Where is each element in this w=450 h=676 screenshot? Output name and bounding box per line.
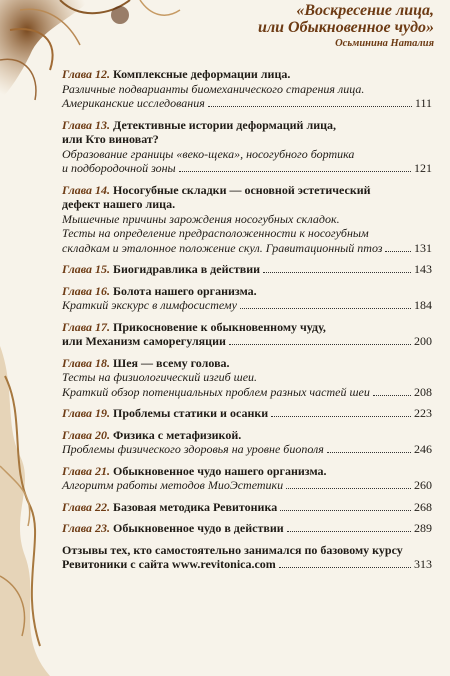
toc-entry xyxy=(62,118,432,176)
chapter-subtitle: Американские исследования xyxy=(62,96,205,110)
chapter-label: Глава 14 xyxy=(62,182,108,197)
page-number: 313 xyxy=(414,557,432,571)
chapter-label: Глава 22 xyxy=(62,499,108,514)
toc-line xyxy=(62,226,432,241)
chapter-subtitle: Алгоритм работы методов МиоЭстетики xyxy=(62,478,284,492)
page-number: 184 xyxy=(414,298,432,312)
chapter-label-dot: . xyxy=(107,182,111,197)
page-number: 131 xyxy=(414,240,432,255)
chapter-title: Отзывы тех, кто самостоятельно занимался по базовому курсу xyxy=(62,542,403,557)
chapter-subtitle: складкам и эталонное положение скул. Гравитационный птоз xyxy=(62,240,383,255)
chapter-title: Ревитоники с сайта www.revitonica.com xyxy=(62,557,276,571)
toc-entry xyxy=(62,262,432,277)
toc-entry xyxy=(62,521,432,536)
dot-leader xyxy=(240,308,411,309)
page-number: 260 xyxy=(414,478,432,492)
toc-entry xyxy=(62,284,432,313)
dot-leader xyxy=(286,488,411,489)
toc-line xyxy=(62,521,432,536)
chapter-subtitle: Тесты на физиологический изгиб шеи. xyxy=(62,370,258,384)
toc-line xyxy=(62,241,432,256)
toc-entry xyxy=(62,356,432,400)
toc-line xyxy=(62,118,432,133)
toc-entry xyxy=(62,428,432,457)
dot-leader xyxy=(271,416,411,417)
chapter-label: Глава 21 xyxy=(62,463,108,478)
chapter-label: Глава 13 xyxy=(62,117,108,132)
table-of-contents xyxy=(62,67,432,579)
toc-line xyxy=(62,385,432,400)
chapter-title: Проблемы статики и осанки xyxy=(113,406,269,420)
dot-leader xyxy=(263,272,411,273)
toc-line xyxy=(62,370,432,385)
toc-line xyxy=(62,67,432,82)
toc-line xyxy=(62,197,432,212)
toc-line xyxy=(62,334,432,349)
chapter-title: дефект нашего лица. xyxy=(62,197,176,211)
chapter-subtitle: Краткий экскурс в лимфосистему xyxy=(62,298,237,312)
dot-leader xyxy=(179,171,411,172)
dot-leader xyxy=(280,510,411,511)
toc-entry xyxy=(62,406,432,421)
page-number: 289 xyxy=(414,521,432,535)
toc-line xyxy=(62,132,432,147)
toc-line xyxy=(62,96,432,111)
chapter-subtitle: Мышечные причины зарождения носогубных складок. xyxy=(62,211,340,226)
chapter-title: Болота нашего организма. xyxy=(113,283,257,298)
page-number: 121 xyxy=(414,161,432,175)
toc-line xyxy=(62,464,432,479)
toc-line xyxy=(62,442,432,457)
chapter-subtitle: Проблемы физического здоровья на уровне биополя xyxy=(62,442,324,456)
chapter-title: Прикосновение к обыкновенному чуду, xyxy=(113,319,326,334)
floral-ornament-bottom xyxy=(0,346,70,676)
page-number: 200 xyxy=(414,334,432,348)
chapter-label-dot: . xyxy=(107,521,111,535)
toc-line xyxy=(62,82,432,97)
page-number: 246 xyxy=(414,442,432,456)
chapter-label-dot: . xyxy=(107,406,111,420)
toc-line xyxy=(62,320,432,335)
chapter-label: Глава 16 xyxy=(62,283,108,298)
toc-entry xyxy=(62,67,432,111)
book-title-line1: «Воскресение лица, xyxy=(296,2,434,19)
toc-line xyxy=(62,557,432,572)
chapter-label-dot: . xyxy=(107,355,111,370)
toc-line xyxy=(62,161,432,176)
chapter-title: или Кто виноват? xyxy=(62,132,159,146)
chapter-label: Глава 17 xyxy=(62,319,108,334)
chapter-title: Физика с метафизикой. xyxy=(113,427,242,442)
page-number: 223 xyxy=(414,406,432,420)
toc-entry xyxy=(62,320,432,349)
page-number: 268 xyxy=(414,499,432,514)
author-name: Осьминина Наталия xyxy=(335,38,434,49)
chapter-title: Детективные истории деформаций лица, xyxy=(113,117,337,132)
dot-leader xyxy=(229,344,411,345)
dot-leader xyxy=(385,251,411,252)
toc-line xyxy=(62,298,432,313)
toc-entry xyxy=(62,183,432,256)
chapter-title: Обыкновенное чудо в действии xyxy=(113,521,284,535)
chapter-label-dot: . xyxy=(107,283,111,298)
toc-line xyxy=(62,262,432,277)
chapter-label-dot: . xyxy=(107,463,111,478)
toc-line xyxy=(62,356,432,371)
chapter-label-dot: . xyxy=(107,427,111,442)
chapter-title: или Механизм саморегуляции xyxy=(62,334,226,348)
toc-line xyxy=(62,478,432,493)
chapter-subtitle: и подбородочной зоны xyxy=(62,161,176,175)
chapter-title: Биогидравлика в действии xyxy=(113,262,261,276)
toc-line xyxy=(62,284,432,299)
chapter-label: Глава 12 xyxy=(62,67,108,81)
book-title-line2: или Обыкновенное чудо» xyxy=(258,19,434,36)
dot-leader xyxy=(373,395,411,396)
toc-entry xyxy=(62,500,432,515)
dot-leader xyxy=(279,567,411,568)
chapter-label-dot: . xyxy=(107,499,111,514)
toc-line xyxy=(62,147,432,162)
chapter-label-dot: . xyxy=(107,67,111,81)
chapter-label: Глава 19 xyxy=(62,406,108,420)
toc-entry xyxy=(62,543,432,572)
chapter-subtitle: Краткий обзор потенциальных проблем разных частей шеи xyxy=(62,384,370,399)
page-number: 208 xyxy=(414,384,432,399)
chapter-subtitle: Тесты на определение предрасположенности к носогубным xyxy=(62,226,369,240)
dot-leader xyxy=(327,452,411,453)
chapter-title: Базовая методика Ревитоника xyxy=(113,499,278,514)
toc-line xyxy=(62,428,432,443)
chapter-title: Комплексные деформации лица. xyxy=(113,67,291,81)
chapter-label: Глава 15 xyxy=(62,262,108,276)
chapter-title: Шея — всему голова. xyxy=(113,355,230,370)
toc-line xyxy=(62,406,432,421)
chapter-subtitle: Образование границы «веко-щека», носогубного бортика xyxy=(62,146,355,161)
chapter-title: Обыкновенное чудо нашего организма. xyxy=(113,463,327,478)
chapter-label: Глава 23 xyxy=(62,521,108,535)
dot-leader xyxy=(208,106,412,107)
chapter-subtitle: Различные подварианты биомеханического старения лица. xyxy=(62,81,365,96)
chapter-label-dot: . xyxy=(107,117,111,132)
toc-line xyxy=(62,500,432,515)
toc-entry xyxy=(62,464,432,493)
chapter-label-dot: . xyxy=(107,319,111,334)
toc-line xyxy=(62,212,432,227)
toc-line xyxy=(62,543,432,558)
toc-line xyxy=(62,183,432,198)
page-number: 143 xyxy=(414,262,432,276)
dot-leader xyxy=(287,531,411,532)
chapter-label: Глава 18 xyxy=(62,355,108,370)
page-header xyxy=(258,2,434,49)
page-number: 111 xyxy=(414,96,432,110)
chapter-label: Глава 20 xyxy=(62,427,108,442)
chapter-title: Носогубные складки — основной эстетический xyxy=(113,182,371,197)
chapter-label-dot: . xyxy=(107,262,111,276)
